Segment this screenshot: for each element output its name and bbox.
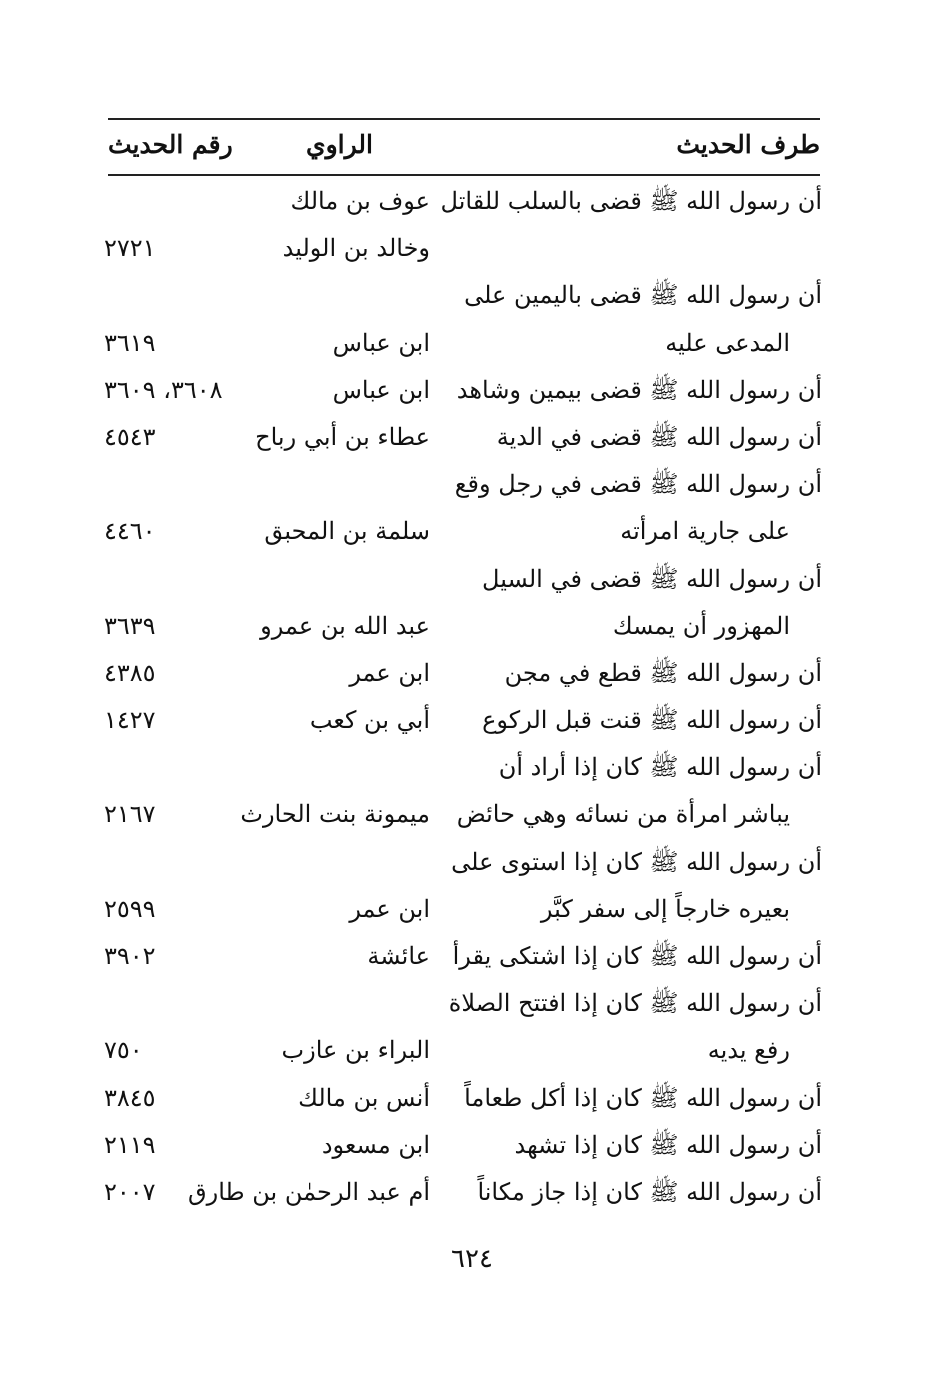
table-row [100,1027,822,1074]
table-row [100,320,822,367]
hadith-number: ٣٩٠٢ [104,942,156,970]
page-number: ٦٢٤ [451,1244,493,1274]
hadith-text: بعيره خارجاً إلى سفر كبَّر [540,894,790,923]
hadith-number: ٣٦٣٩ [104,611,156,640]
table-row [100,839,822,886]
hadith-text: أن رسول الله ﷺ قضى بيمين وشاهد [456,375,822,404]
narrator: ابن عمر [349,894,430,923]
narrator: عبد الله بن عمرو [260,611,430,640]
hadith-text: أن رسول الله ﷺ كان إذا جاز مكاناً [477,1177,822,1206]
hadith-text: أن رسول الله ﷺ قطع في مجن [504,658,822,687]
hadith-text: أن رسول الله ﷺ قضى في رجل وقع [454,470,822,499]
table-row [100,461,822,508]
hadith-text: أن رسول الله ﷺ كان إذا اشتكى يقرأ [452,942,822,970]
table-row [100,225,822,272]
hadith-text: المدعى عليه [665,328,790,357]
hadith-text: أن رسول الله ﷺ كان إذا تشهد [514,1130,822,1159]
table-row [100,1075,822,1122]
table-row [100,744,822,791]
hadith-text: أن رسول الله ﷺ قنت قبل الركوع [482,706,822,735]
table-row [100,933,822,980]
table-row [100,980,822,1027]
table-row [100,367,822,414]
narrator: ابن مسعود [321,1130,430,1159]
narrator: وخالد بن الوليد [282,234,430,263]
header-hadith-text: طرف الحديث [676,130,820,159]
table-row [100,1169,822,1216]
hadith-text: رفع يديه [707,1036,790,1065]
hadith-number: ٢٧٢١ [104,234,156,263]
hadith-text: على جارية امرأته [620,517,790,546]
hadith-number: ٢١١٩ [104,1130,156,1159]
hadith-number: ٢٥٩٩ [104,894,156,923]
header-narrator: الراوي [306,130,373,159]
hadith-number: ٧٥٠ [104,1036,143,1065]
narrator: سلمة بن المحبق [264,517,430,546]
table-row [100,508,822,555]
table-row [100,650,822,697]
narrator: ابن عباس [332,375,430,404]
narrator: عائشة [367,942,430,970]
hadith-number: ٣٨٤٥ [104,1083,156,1112]
table-row [100,414,822,461]
hadith-text: يباشر امرأة من نسائه وهي حائض [456,800,790,829]
hadith-text: أن رسول الله ﷺ كان إذا أكل طعاماً [464,1083,822,1112]
table-row [100,178,822,225]
narrator: ميمونة بنت الحارث [240,800,430,829]
hadith-number: ٤٥٤٣ [104,422,156,451]
narrator: أم عبد الرحمٰن بن طارق [188,1177,430,1206]
hadith-number: ٢٠٠٧ [104,1177,156,1206]
header-hadith-number: رقم الحديث [108,130,233,159]
table-row [100,556,822,603]
narrator: أبي بن كعب [309,706,430,735]
hadith-text: أن رسول الله ﷺ كان إذا استوى على [451,847,822,876]
hadith-text: أن رسول الله ﷺ قضى في الدية [496,422,822,451]
hadith-number: ٣٦٠٨، ٣٦٠٩ [104,375,223,404]
narrator: البراء بن عازب [281,1036,430,1065]
hadith-text: المهزور أن يمسك [612,611,790,640]
hadith-text: أن رسول الله ﷺ قضى في السيل [482,564,822,593]
table-header [108,118,820,176]
hadith-number: ١٤٢٧ [104,706,156,735]
narrator: عوف بن مالك [290,187,430,215]
hadith-number: ٤٣٨٥ [104,658,156,687]
index-table [100,178,822,1216]
narrator: أنس بن مالك [298,1083,430,1112]
table-row [100,697,822,744]
hadith-number: ٣٦١٩ [104,328,156,357]
table-row [100,603,822,650]
table-row [100,272,822,319]
hadith-text: أن رسول الله ﷺ كان إذا افتتح الصلاة [448,989,822,1018]
hadith-text: أن رسول الله ﷺ قضى باليمين على [464,281,822,310]
hadith-number: ٢١٦٧ [104,800,156,829]
table-row [100,886,822,933]
table-row [100,1122,822,1169]
narrator: ابن عمر [349,658,430,687]
narrator: ابن عباس [332,328,430,357]
narrator: عطاء بن أبي رباح [255,422,430,451]
hadith-number: ٤٤٦٠ [104,517,156,546]
table-row [100,791,822,838]
hadith-text: أن رسول الله ﷺ كان إذا أراد أن [498,753,822,782]
hadith-text: أن رسول الله ﷺ قضى بالسلب للقاتل [440,187,822,215]
